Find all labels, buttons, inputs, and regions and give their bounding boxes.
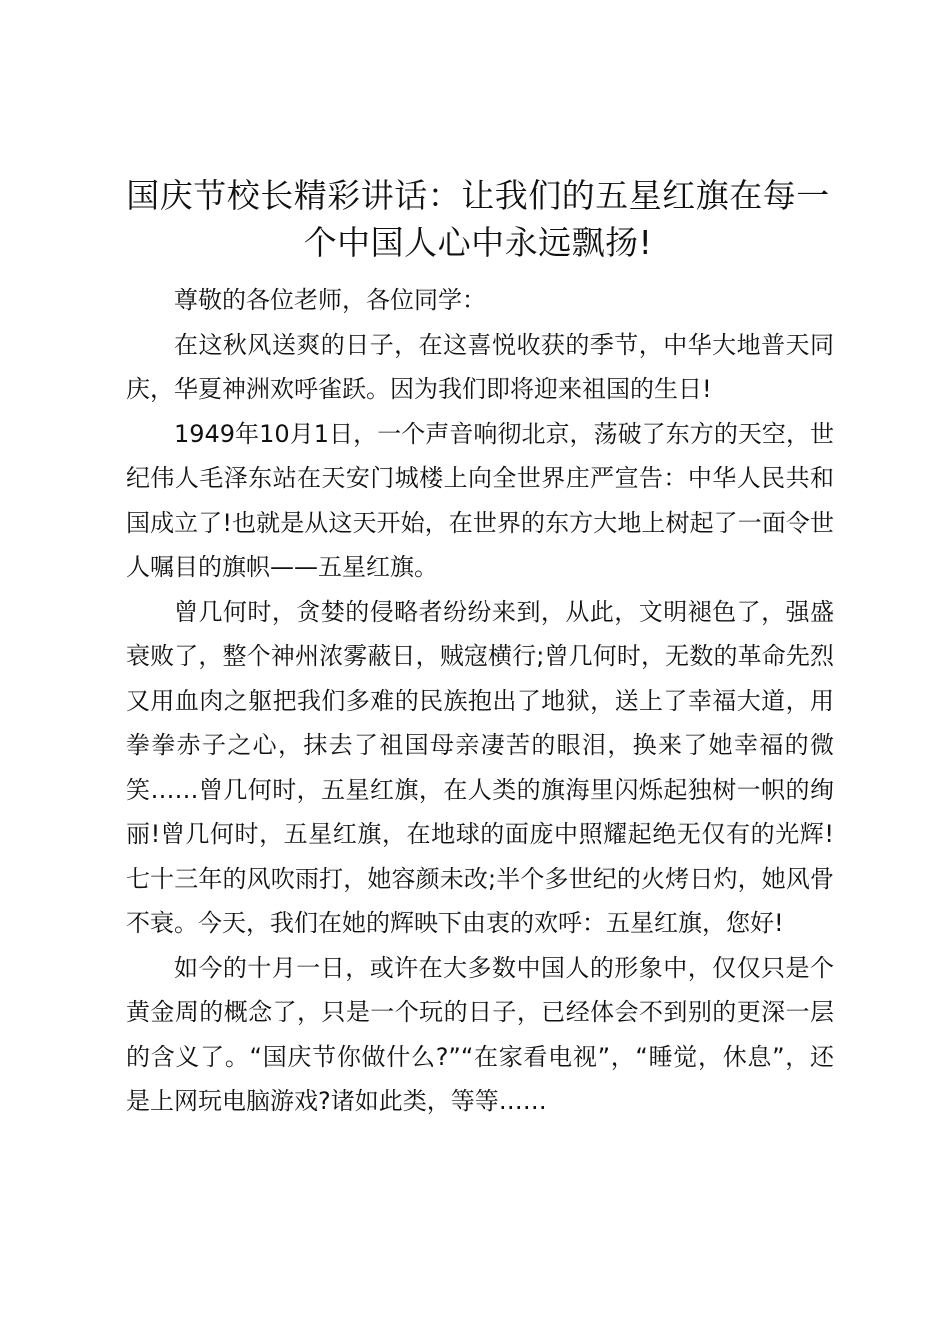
body-paragraph: 如今的十月一日，或许在大多数中国人的形象中，仅仅只是个黄金周的概念了，只是一个玩的日子，已经体会不到别的更深一层的含义了。“国庆节你做什么?”“在家看电视”，“睡觉，休息”，还是上网玩电脑游戏?诸如此类，等等…… — [126, 953, 834, 1115]
body-paragraph: 1949年10月1日，一个声音响彻北京，荡破了东方的天空，世纪伟人毛泽东站在天安门城楼上向全世界庄严宣告：中华人民共和国成立了!也就是从这天开始，在世界的东方大地上树起了一面令世人嘱目的旗帜——五星红旗。 — [126, 419, 834, 581]
body-paragraph: 在这秋风送爽的日子，在这喜悦收获的季节，中华大地普天同庆，华夏神洲欢呼雀跃。因为我们即将迎来祖国的生日! — [126, 330, 834, 403]
document-body — [126, 278, 834, 1124]
salutation-paragraph: 尊敬的各位老师，各位同学： — [174, 286, 486, 314]
body-paragraph: 曾几何时，贪婪的侵略者纷纷来到，从此，文明褪色了，强盛衰败了，整个神州浓雾蔽日，贼寇横行;曾几何时，无数的革命先烈又用血肉之躯把我们多难的民族抱出了地狱，送上了幸福大道，用拳拳赤子之心，抹去了祖国母亲凄苦的眼泪，换来了她幸福的微笑……曾几何时，五星红旗，在人类的旗海里闪烁起独树一帜的绚丽!曾几何时，五星红旗，在地球的面庞中照耀起绝无仅有的光辉!七十三年的风吹雨打，她容颜未改;半个多世纪的火烤日灼，她风骨不衰。今天，我们在她的辉映下由衷的欢呼：五星红旗，您好! — [126, 597, 834, 937]
document-title: 国庆节校长精彩讲话：让我们的五星红旗在每一个中国人心中永远飘扬! — [126, 176, 830, 262]
